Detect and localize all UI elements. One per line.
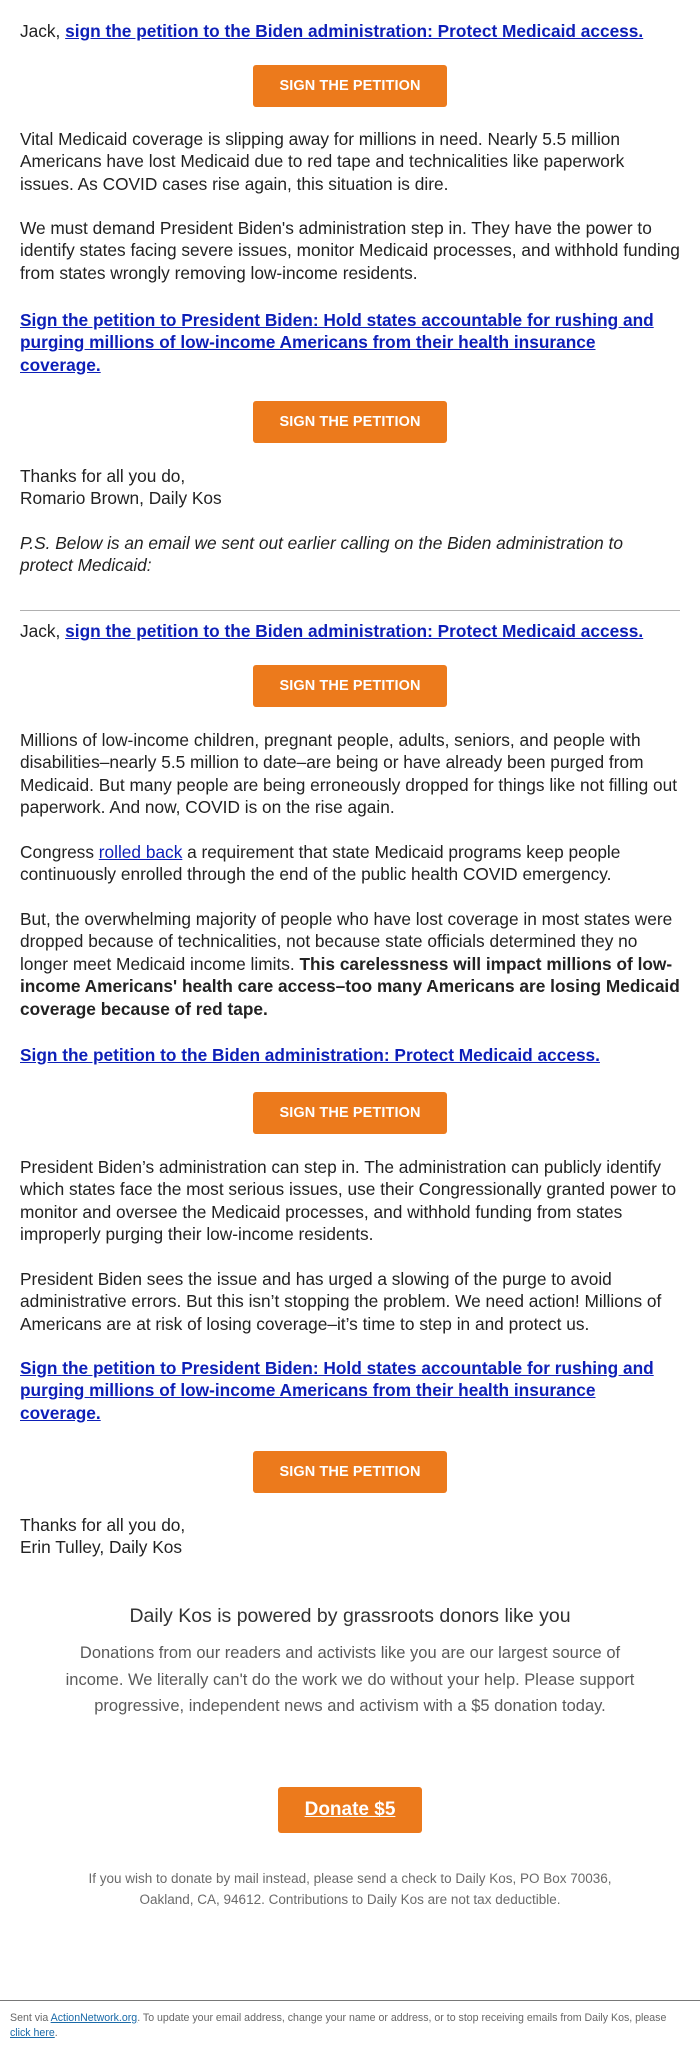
petition-link-protect[interactable]: sign the petition to the Biden administration: Protect Medicaid access. <box>65 21 644 41</box>
paragraph-bold-text: This carelessness will impact millions of low-income Americans' health care access–too many Americans are losing Medicaid coverage because of red tape. <box>20 953 680 1019</box>
petition-link-paragraph <box>20 1357 680 1424</box>
sign-petition-button[interactable]: SIGN THE PETITION <box>253 401 447 443</box>
donor-heading: Daily Kos is powered by grassroots donors like you <box>129 1605 571 1627</box>
signature: Erin Tulley, Daily Kos <box>20 1537 182 1558</box>
sign-petition-button[interactable]: SIGN THE PETITION <box>253 1092 447 1134</box>
salutation-name: Jack, <box>20 621 61 641</box>
signoff <box>20 1514 680 1559</box>
paragraph-text: a requirement that state Medicaid programs keep people continuously enrolled through the end of the public health COVID emergency. <box>20 842 621 885</box>
donate-button[interactable]: Donate $5 <box>278 1787 422 1833</box>
paragraph: Vital Medicaid coverage is slipping away for millions in need. Nearly 5.5 million Americans have lost Medicaid due to red tape and technicalities like paperwork issues. As COVID cases rise again, this situation is dire. <box>20 129 625 194</box>
sign-petition-button[interactable]: SIGN THE PETITION <box>253 65 447 107</box>
petition-link-protect[interactable]: Sign the petition to the Biden administration: Protect Medicaid access. <box>20 1045 600 1065</box>
click-here-link[interactable]: click here <box>10 2027 55 2039</box>
paragraph: President Biden sees the issue and has urged a slowing of the purge to avoid administrative errors. But this isn’t stopping the problem. We need action! Millions of Americans are at risk of losing coverage–it’s time to step in and protect us. <box>20 1269 662 1334</box>
thanks-text: Thanks for all you do, <box>20 466 186 486</box>
petition-link-hold-states[interactable]: Sign the petition to President Biden: Hold states accountable for rushing and purging millions of low-income Americans from their health insurance coverage. <box>20 310 654 375</box>
sign-petition-button[interactable]: SIGN THE PETITION <box>253 1451 447 1493</box>
paragraph: President Biden’s administration can step in. The administration can publicly identify which states face the most serious issues, use their Congressionally granted power to monitor and oversee the Medicaid processes, and withhold funding from states improperly purging their low-income residents. <box>20 1157 677 1245</box>
unsubscribe-footer <box>10 2011 680 2041</box>
rolled-back-link[interactable]: rolled back <box>98 842 183 862</box>
salutation-name: Jack, <box>20 21 61 41</box>
sign-petition-button[interactable]: SIGN THE PETITION <box>253 665 447 707</box>
signoff <box>20 465 680 510</box>
footer-text: Sent via <box>10 2012 51 2024</box>
footer-text: . To update your email address, change your name or address, or to stop receiving emails from Daily Kos, please <box>137 2012 667 2024</box>
paragraph: We must demand President Biden's administration step in. They have the power to identify states facing severe issues, monitor Medicaid processes, and withhold funding from states wrongly removing low-income residents. <box>20 218 680 283</box>
actionnetwork-link[interactable]: ActionNetwork.org <box>50 2012 138 2024</box>
paragraph: Millions of low-income children, pregnant people, adults, seniors, and people with disabilities–nearly 5.5 million to date–are being or have already been purged from Medicaid. But many people are being erroneously dropped for things like not filling out paperwork. And now, COVID is on the rise again. <box>20 730 678 818</box>
divider <box>20 610 680 611</box>
paragraph <box>20 908 680 1020</box>
paragraph-text: But, the overwhelming majority of people who have lost coverage in most states were dropped because of technicalities, not because state officials determined they no longer meet Medicaid income limits. <box>20 909 673 974</box>
salutation-line <box>20 20 680 42</box>
petition-link-hold-states[interactable]: Sign the petition to President Biden: Hold states accountable for rushing and purging millions of low-income Americans from their health insurance coverage. <box>20 1358 654 1423</box>
petition-link-protect[interactable]: sign the petition to the Biden administration: Protect Medicaid access. <box>65 621 644 641</box>
petition-link-paragraph <box>20 1044 680 1066</box>
footer-text: . <box>54 2027 58 2039</box>
petition-link-paragraph <box>20 309 680 376</box>
footer-divider <box>0 2000 700 2001</box>
postscript: P.S. Below is an email we sent out earlier calling on the Biden administration to protect Medicaid: <box>20 533 623 576</box>
donor-appeal-text: Donations from our readers and activists like you are our largest source of income. We literally can't do the work we do without your help. Please support progressive, independent news and activism with a $5 donation today. <box>65 1644 635 1715</box>
signature: Romario Brown, Daily Kos <box>20 488 222 509</box>
paragraph-text: Congress <box>20 842 99 862</box>
thanks-text: Thanks for all you do, <box>20 1515 186 1535</box>
mail-donation-text: If you wish to donate by mail instead, please send a check to Daily Kos, PO Box 70036, Oakland, CA, 94612. Contributions to Daily Kos are not tax deductible. <box>88 1871 612 1907</box>
salutation-line <box>20 620 680 642</box>
paragraph <box>20 841 680 886</box>
